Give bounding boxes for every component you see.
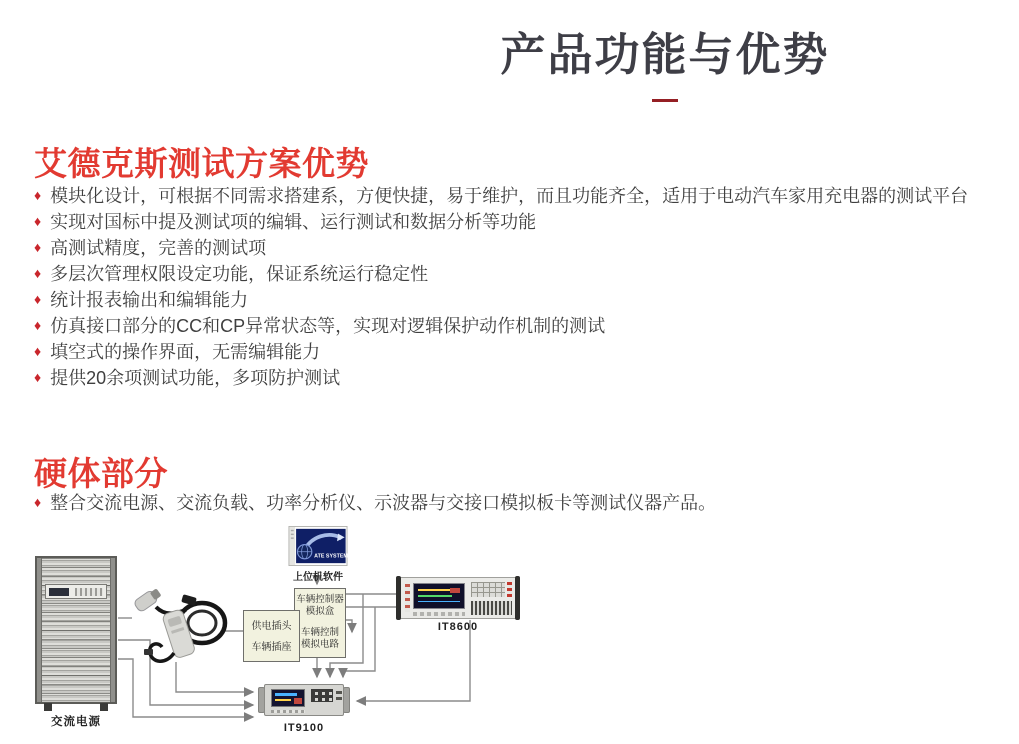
rack-label: 交流电源: [51, 716, 101, 728]
screen-trace: [418, 595, 452, 597]
rack-rail: [110, 558, 115, 702]
it8600-left-buttons: [405, 584, 410, 612]
it8600-red-buttons: [507, 582, 512, 597]
screen-trace: [450, 588, 460, 593]
list-item: [34, 339, 1014, 365]
rack-rail: [37, 558, 42, 702]
bullet-text: 仿真接口部分的CC和CP异常状态等，实现对逻辑保护动作机制的测试: [50, 316, 606, 336]
ac-power-rack-image: [35, 556, 117, 704]
rack-foot: [100, 703, 108, 711]
rack-module-keys: [75, 588, 103, 596]
screen-trace: [294, 698, 302, 704]
controller-box-gap: [295, 618, 345, 627]
diamond-bullet-icon: ♦: [34, 187, 42, 203]
it9100-side-buttons: [336, 691, 342, 703]
rack-display-module: [45, 584, 107, 599]
bullet-text: 填空式的操作界面，无需编辑能力: [50, 342, 321, 362]
list-item: [34, 365, 1014, 391]
bullet-text: 多层次管理权限设定功能，保证系统运行稳定性: [50, 264, 429, 284]
it8600-instrument-image: [398, 577, 518, 619]
list-item: [34, 183, 1014, 209]
diamond-bullet-icon: ♦: [34, 213, 42, 229]
section-heading-advantages: 艾德克斯测试方案优势: [34, 145, 369, 182]
list-item: [34, 235, 1014, 261]
plug-box-line1: 供电插头: [251, 621, 292, 632]
it8600-softkeys: [413, 612, 465, 616]
controller-box-line2: 模拟盒: [305, 606, 335, 617]
list-item: [34, 313, 1014, 339]
hardware-bullet-list: [34, 490, 1014, 516]
screen-trace: [418, 601, 460, 602]
it9100-body: [264, 684, 344, 716]
plug-socket-box: [243, 610, 300, 662]
diamond-bullet-icon: ♦: [34, 343, 42, 359]
diamond-bullet-icon: ♦: [34, 317, 42, 333]
rack-foot: [44, 703, 52, 711]
it8600-screen: [413, 583, 465, 609]
controller-box-line1: 车辆控制器: [296, 594, 344, 605]
it9100-instrument-image: [258, 684, 350, 716]
controller-box-line4: 模拟电路: [300, 639, 339, 650]
instrument-flange: [343, 687, 350, 713]
charging-cable-image: [126, 583, 238, 671]
host-software-image: [287, 526, 349, 566]
software-screen-text: ATE SYSTEM: [314, 553, 348, 560]
it8600-vent: [471, 601, 512, 615]
list-item: [34, 287, 1014, 313]
list-item: [34, 209, 1014, 235]
instrument-handle: [515, 576, 520, 620]
diamond-bullet-icon: ♦: [34, 494, 42, 510]
controller-sim-box: [294, 588, 346, 658]
title-underline: [652, 99, 678, 102]
bullet-text: 统计报表输出和编辑能力: [50, 290, 249, 310]
page-title: 产品功能与优势: [500, 29, 830, 80]
diamond-bullet-icon: ♦: [34, 265, 42, 281]
it9100-screen: [271, 689, 305, 707]
bullet-text: 整合交流电源、交流负载、功率分析仪、示波器与交接口模拟板卡等测试仪器产品。: [50, 493, 717, 513]
diamond-bullet-icon: ♦: [34, 291, 42, 307]
controller-box-line3: 车辆控制: [300, 627, 339, 638]
list-item: [34, 261, 1014, 287]
bullet-text: 模块化设计，可根据不同需求搭建系，方便快捷，易于维护，而且功能齐全，适用于电动汽车家用充电器的测试平台: [50, 186, 969, 206]
plug-box-line2: 车辆插座: [251, 642, 292, 653]
list-item: [34, 490, 1014, 516]
rack-module-screen: [49, 588, 69, 596]
it9100-keypad: [311, 689, 333, 702]
screen-trace: [275, 699, 291, 701]
it9100-softkeys: [271, 710, 305, 713]
bullet-text: 高测试精度，完善的测试项: [50, 238, 267, 258]
advantages-bullet-list: [34, 183, 1014, 391]
software-label: 上位机软件: [293, 572, 343, 583]
it8600-label: IT8600: [437, 621, 479, 633]
screen-trace: [275, 693, 297, 696]
instrument-handle: [396, 576, 401, 620]
diamond-bullet-icon: ♦: [34, 239, 42, 255]
bullet-text: 提供20余项测试功能，多项防护测试: [50, 368, 341, 388]
it9100-label: IT9100: [283, 722, 325, 734]
it8600-keypad: [471, 582, 505, 597]
diamond-bullet-icon: ♦: [34, 369, 42, 385]
bullet-text: 实现对国标中提及测试项的编辑、运行测试和数据分析等功能: [50, 212, 537, 232]
section-heading-hardware: 硬体部分: [34, 455, 168, 492]
